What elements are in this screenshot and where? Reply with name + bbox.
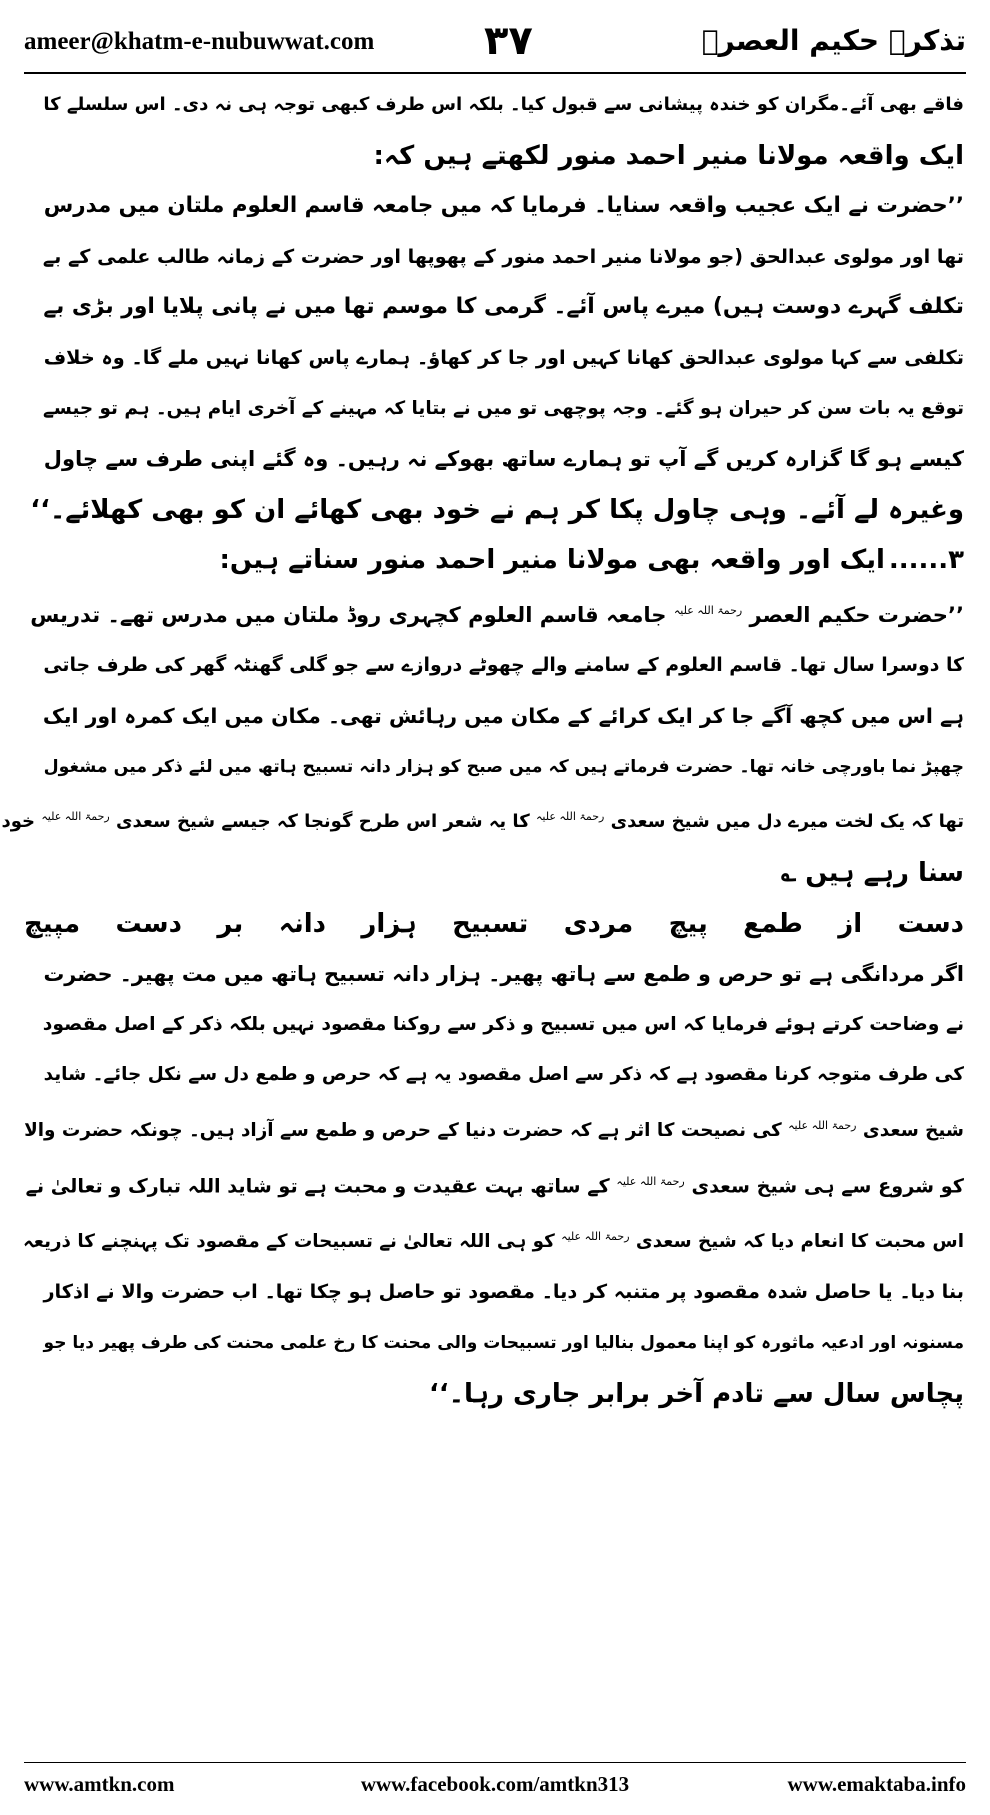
honorific: رحمۃ اللہ علیہ <box>535 810 605 824</box>
text-fragment: کا یہ شعر اس طرح گونجا کہ جیسے شیخ سعدی <box>115 811 530 833</box>
text-fragment: اس محبت کا انعام دیا کہ شیخ سعدی <box>635 1230 964 1252</box>
footer-link-facebook[interactable]: www.facebook.com/amtkn313 <box>360 1772 630 1796</box>
verse-word: پیچ <box>668 908 708 939</box>
header-rule <box>24 72 966 74</box>
book-title: تذکرہ حکیم العصرؒ <box>701 24 966 57</box>
verse-word: مردی <box>563 908 634 939</box>
text-fragment: کے ساتھ بہت عقیدت و محبت ہے تو شاید اللہ تبارک و تعالیٰ نے <box>25 1174 610 1198</box>
text-line: ہے اس میں کچھ آگے جا کر ایک کرائے کے مکان میں رہائش تھی۔ مکان میں ایک کمرہ اور ایک <box>42 704 964 729</box>
text-fragment: تھا کہ یک لخت میرے دل میں شیخ سعدی <box>610 811 964 833</box>
text-line <box>24 1212 964 1268</box>
verse-word: دست <box>115 908 182 939</box>
verse-word: از <box>838 908 863 939</box>
text-line: توقع یہ بات سن کر حیران ہو گئے۔ وجہ پوچھی تو میں نے بتایا کہ مہینے کے آخری ایام ہیں۔ ہم تو جیسے <box>43 397 964 419</box>
text-line: پچاس سال سے تادم آخر برابر جاری رہا۔‘‘ <box>429 1378 964 1409</box>
text-line: ’’حضرت نے ایک عجیب واقعہ سنایا۔ فرمایا کہ میں جامعہ قاسم العلوم ملتان میں مدرس <box>43 193 964 219</box>
text-fragment: ’’حضرت حکیم العصر <box>749 601 964 627</box>
text-line <box>24 1101 964 1157</box>
text-line: کیسے ہو گا گزارہ کریں گے آپ تو ہمارے ساتھ بھوکے نہ رہیں۔ وہ گئے اپنی طرف سے چاول <box>43 446 964 472</box>
text-fragment: کی نصیحت کا اثر ہے کہ حضرت دنیا کے حرص و طمع سے آزاد ہیں۔ چونکہ حضرت والا <box>24 1120 782 1142</box>
text-line: کی طرف متوجہ کرنا مقصود ہے کہ ذکر سے اصل مقصود یہ ہے کہ حرص و طمع دل سے نکل جائے۔ شاید <box>43 1064 964 1086</box>
text-line: تکلف گہرے دوست ہیں) میرے پاس آئے۔ گرمی کا موسم تھا میں نے پانی پلایا اور بڑی بے <box>43 294 964 320</box>
text-fragment: کو ہی اللہ تعالیٰ نے تسبیحات کے مقصود تک پہنچنے کا ذریعہ <box>23 1230 555 1252</box>
verse-word: مپیچ <box>24 908 81 939</box>
text-line: اگر مردانگی ہے تو حرص و طمع سے ہاتھ پھیر۔ ہزار دانہ تسبیح ہاتھ میں مت پھیر۔ حضرت <box>43 962 964 987</box>
text-line: وغیرہ لے آئے۔ وہی چاول پکا کر ہم نے خود بھی کھائے ان کو بھی کھلائے۔‘‘ <box>30 494 964 525</box>
honorific: رحمۃ اللہ علیہ <box>788 1118 857 1132</box>
page-header <box>24 18 966 78</box>
text-line: نے وضاحت کرتے ہوئے فرمایا کہ اس میں تسبیح و ذکر سے روکنا مقصود نہیں بلکہ ذکر کے اصل مقصود <box>42 1013 964 1035</box>
text-line: کا دوسرا سال تھا۔ قاسم العلوم کے سامنے والے چھوٹے دروازے سے جو گلی گھنٹہ گھر کی طرف جاتی <box>43 654 964 676</box>
item-3-number: ۳...... <box>888 545 964 576</box>
text-fragment: شیخ سعدی <box>862 1120 964 1142</box>
text-line: چھپڑ نما باورچی خانہ تھا۔ حضرت فرماتے ہیں کہ میں صبح کو ہزار دانہ تسبیح ہاتھ میں لئے ذکر میں مشغول <box>43 756 964 777</box>
verse-word: بر <box>217 908 244 939</box>
text-line: سنا رہے ہیں ؎ <box>780 857 964 888</box>
text-line: ایک واقعہ مولانا منیر احمد منور لکھتے ہیں کہ: <box>373 140 964 171</box>
footer-link-emaktaba[interactable]: www.emaktaba.info <box>787 1772 966 1796</box>
text-line: بنا دیا۔ یا حاصل شدہ مقصود پر متنبہ کر دیا۔ مقصود تو حاصل ہو چکا تھا۔ اب حضرت والا نے اذکار <box>43 1280 964 1304</box>
footer-rule <box>24 1762 966 1763</box>
text-line <box>24 1157 964 1212</box>
page-number: ۳۷ <box>484 18 533 64</box>
text-fragment: کو شروع سے ہی شیخ سعدی <box>691 1174 964 1198</box>
text-line: تھا اور مولوی عبدالحق (جو مولانا منیر احمد منور کے پھوپھا اور حضرت کے زمانہ طالب علمی کے بے <box>42 244 964 268</box>
verse-word: تسبیح <box>452 908 529 939</box>
verse-word: طمع <box>743 908 803 939</box>
verse-word: ہزار <box>361 908 417 939</box>
header-email: ameer@khatm-e-nubuwwat.com <box>24 28 375 55</box>
item-3-intro-line <box>24 535 964 586</box>
text-line <box>1 792 964 848</box>
honorific: رحمۃ اللہ علیہ <box>673 603 743 617</box>
text-line: تکلفی سے کہا مولوی عبدالحق کھانا کہیں اور جا کر کھاؤ۔ ہمارے پاس کھانا نہیں ملے گا۔ وہ خلاف <box>43 345 964 369</box>
verse-word: دست <box>897 908 964 939</box>
text-line: فاقے بھی آئے۔مگران کو خندہ پیشانی سے قبول کیا۔ بلکہ اس طرف کبھی توجہ ہی نہ دی۔ اس سلسلے کا <box>43 94 964 115</box>
page-footer <box>24 1772 966 1802</box>
page-body <box>1 80 964 1419</box>
honorific: رحمۃ اللہ علیہ <box>616 1174 685 1188</box>
verse-word: دانہ <box>278 908 326 939</box>
item-3-intro: ایک اور واقعہ بھی مولانا منیر احمد منور سناتے ہیں: <box>219 545 885 576</box>
text-fragment: جامعہ قاسم العلوم کچہری روڈ ملتان میں مدرس تھے۔ تدریس <box>30 601 667 627</box>
text-line <box>24 586 964 641</box>
persian-verse <box>24 899 964 950</box>
text-fragment: خود <box>1 811 36 833</box>
honorific: رحمۃ اللہ علیہ <box>561 1229 630 1243</box>
footer-link-amtkn[interactable]: www.amtkn.com <box>24 1772 175 1796</box>
text-line: مسنونہ اور ادعیہ ماثورہ کو اپنا معمول بنالیا اور تسبیحات والی محنت کا رخ علمی محنت کی طرف پھیر دیا جو <box>43 1332 964 1353</box>
honorific: رحمۃ اللہ علیہ <box>41 810 110 824</box>
